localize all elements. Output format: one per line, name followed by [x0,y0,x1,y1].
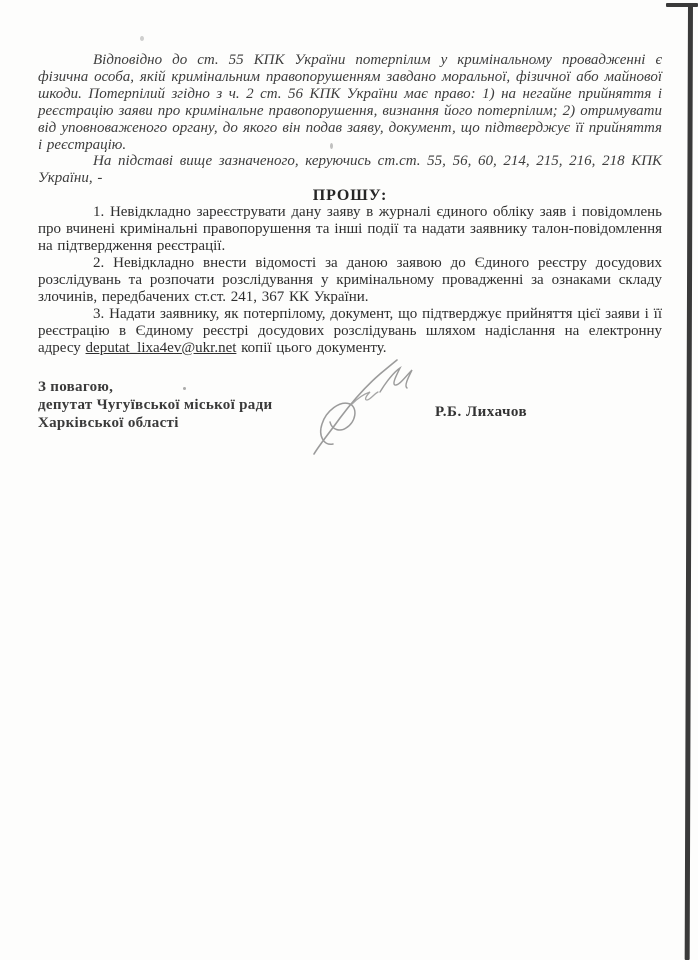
request-item-1: 1. Невідкладно зареєструвати дану заяву в журналі єдиного обліку заяв і повідомлень про вчинені кримінальні правопорушення та інші події та надати заявнику талон-повідомлення на підтвердження реєстрації. [38,204,662,255]
signoff-regards: З повагою, [38,379,114,395]
document-text-column [38,52,662,356]
request-item-3-text: 3. Надати заявнику, як потерпілому, документ, що підтверджує прийняття цієї заяви і її реєстрацію в Єдиному реєстрі досудових розслідувань шляхом надіслання на електронну адресу [38,305,662,356]
scan-edge-artifact-horizontal [666,3,698,7]
request-item-2: 2. Невідкладно внести відомості за даною заявою до Єдиного реєстру досудових розслідувань та розпочати розслідування у кримінальному провадженні за ознаками складу злочинів, передбачених ст.ст. 241, 367 КК України. [38,254,662,305]
request-item-3-text-end: копії цього документу. [236,339,387,356]
signer-name: Р.Б. Лихачов [435,404,528,420]
scan-edge-artifact-vertical [685,3,693,960]
request-heading: ПРОШУ: [312,187,388,205]
handwritten-signature-icon [300,348,420,460]
scan-speck [183,387,186,390]
signoff-region: Харківської області [38,415,179,431]
paragraph-victim-rights: Відповідно до ст. 55 КПК України потерпілим у кримінальному провадженні є фізична особа, якій кримінальним правопорушенням завдано моральної, фізичної або майнової шкоди. Потерпілий згідно з ч. 2 ст. 56 КПК України має право: 1) на негайне прийняття і реєстрацію заяви про кримінальне правопорушення, визнання його потерпілим; 2) отримувати від уповноваженого органу, до якого він подав заяву, документ, що підтверджує її прийняття і реєстрацію. [38,52,662,153]
scan-speck [330,143,333,149]
signoff-position: депутат Чугуївської міської ради [38,397,273,413]
email-address: deputat_lixa4ev@ukr.net [85,339,237,356]
paragraph-legal-basis: На підставі вище зазначеного, керуючись ст.ст. 55, 56, 60, 214, 215, 216, 218 КПК України, - [38,153,662,187]
scan-speck [140,36,144,41]
